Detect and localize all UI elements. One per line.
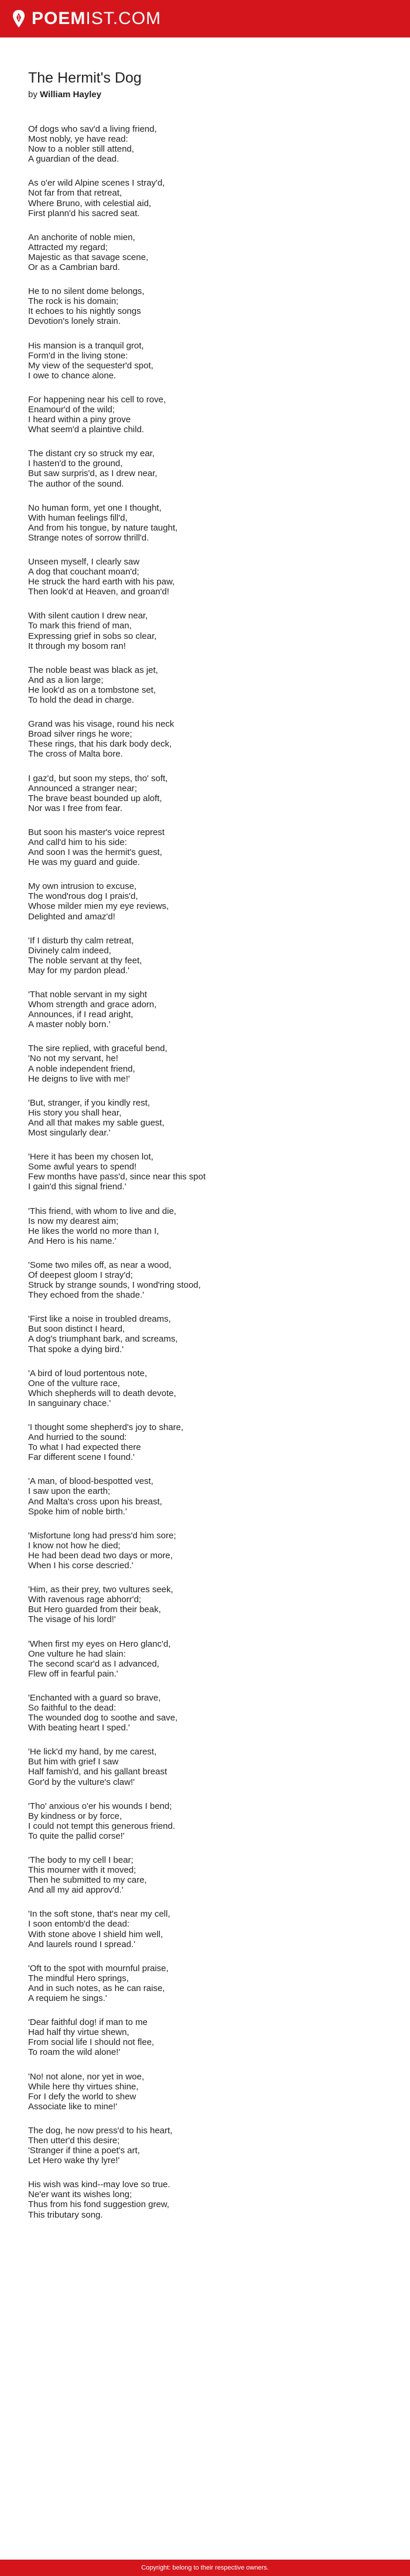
poem-line: In sanguinary chace.' [28, 1398, 111, 1408]
poem-line: Not far from that retreat, [28, 188, 122, 199]
poem-line: He had been dead two days or more, [28, 1550, 173, 1561]
stanza [28, 232, 385, 272]
poem-line: 'Him, as their prey, two vultures seek, [28, 1585, 173, 1595]
poem-line: 'If I disturb thy calm retreat, [28, 935, 134, 946]
poem-line: For I defy the world to shew [28, 2091, 136, 2102]
stanza [28, 1855, 385, 1895]
site-logo[interactable] [12, 9, 161, 29]
poem-line: I could not tempt this generous friend. [28, 1821, 175, 1831]
poem-line: 'Oft to the spot with mournful praise, [28, 1963, 169, 1973]
poem-line: Struck by strange sounds, I wond'ring stood, [28, 1280, 201, 1291]
poem-line: 'Dear faithful dog! if man to me [28, 2017, 148, 2028]
poem-line: Strange notes of sorrow thrill'd. [28, 532, 149, 543]
poem-line: And laurels round I spread.' [28, 1939, 135, 1949]
poem-line: 'No not my servant, he! [28, 1053, 118, 1064]
stanza [28, 665, 385, 705]
poem-author: William Hayley [40, 90, 101, 100]
poem-line: 'No! not alone, nor yet in woe, [28, 2071, 144, 2082]
stanza [28, 1639, 385, 1679]
poem-line: But saw surpris'd, as I drew near, [28, 468, 158, 479]
poem-line: The second scar'd as I advanced, [28, 1658, 159, 1669]
poem-line: Most nobly, ye have read: [28, 134, 128, 145]
poem-line: Of dogs who sav'd a living friend, [28, 124, 157, 134]
stanza [28, 1044, 385, 1083]
poem-line: One of the vulture race, [28, 1378, 120, 1388]
poem-line: I know not how he died; [28, 1540, 121, 1551]
poem-line: Thus from his fond suggestion grew, [28, 2199, 169, 2210]
poem-line: To hold the dead in charge. [28, 695, 134, 706]
poem-line: A dog's triumphant bark, and screams, [28, 1334, 178, 1345]
poem-line: Broad silver rings he wore; [28, 729, 132, 740]
poem-line: The wond'rous dog I prais'd, [28, 891, 138, 902]
poem-line: The visage of his lord!' [28, 1614, 116, 1625]
poem-line: Delighted and amaz'd! [28, 911, 115, 922]
poem-line: To roam the wild alone!' [28, 2047, 121, 2058]
poem-line: An anchorite of noble mien, [28, 232, 135, 242]
stanza [28, 1098, 385, 1138]
stanza [28, 1585, 385, 1624]
poem-line: But him with grief I saw [28, 1757, 119, 1767]
poem-line: His wish was kind--may love so true. [28, 2180, 170, 2190]
poem-line: I saw upon the earth; [28, 1486, 111, 1497]
poem-line: To mark this friend of man, [28, 621, 132, 631]
poem-line: And hurried to the sound: [28, 1432, 127, 1443]
poem-line: Whose milder mien my eye reviews, [28, 901, 169, 912]
poem-line: Or as a Cambrian bard. [28, 262, 120, 273]
poem-line: 'I thought some shepherd's joy to share, [28, 1422, 184, 1432]
poem-line: Gor'd by the vulture's claw!' [28, 1777, 135, 1787]
stanza [28, 2072, 385, 2112]
byline-prefix: by [28, 90, 37, 100]
poem-line: For happening near his cell to rove, [28, 394, 166, 405]
poem-line: 'Tho' anxious o'er his wounds I bend; [28, 1801, 172, 1811]
stanza [28, 557, 385, 597]
poem-line: Spoke him of noble birth.' [28, 1506, 127, 1517]
poem-line: So faithful to the dead: [28, 1702, 117, 1713]
poem-line: With human feelings fill'd, [28, 512, 128, 523]
poem-line: 'The body to my cell I bear; [28, 1855, 134, 1865]
poem-line: And from his tongue, by nature taught, [28, 522, 178, 533]
stanza [28, 1422, 385, 1462]
poem-line: Half famish'd, and his gallant breast [28, 1767, 168, 1777]
poem-line: What seem'd a plaintive child. [28, 425, 144, 435]
poem-line: Grand was his visage, round his neck [28, 719, 175, 730]
poem-line: 'But, stranger, if you kindly rest, [28, 1097, 150, 1108]
poem-line: Unseen myself, I clearly saw [28, 557, 140, 567]
poem-line: He look'd as on a tombstone set, [28, 685, 156, 695]
stanza [28, 1693, 385, 1733]
poem-line: My own intrusion to excuse, [28, 881, 137, 892]
poem-line: 'Stranger if thine a poet's art, [28, 2146, 140, 2156]
poem-line: And all that makes my sable guest, [28, 1117, 165, 1128]
poem-line: The cross of Malta bore. [28, 749, 123, 760]
poem-line: Expressing grief in sobs so clear, [28, 631, 157, 641]
poem-body [28, 124, 385, 2220]
poem-line: The author of the sound. [28, 478, 124, 489]
poem-line: 'Some two miles off, as near a wood, [28, 1260, 172, 1270]
poem-line: The brave beast bounded up aloft, [28, 793, 162, 803]
poem-line: First plann'd his sacred seat. [28, 208, 140, 218]
poem-line: But Hero guarded from their beak, [28, 1605, 161, 1615]
poem-line: 'Misfortune long had press'd him sore; [28, 1530, 176, 1541]
poem-line: I heard within a piny grove [28, 415, 131, 425]
stanza [28, 881, 385, 921]
poem-line: This tributary song. [28, 2209, 103, 2220]
poem-line: He likes the world no more than I, [28, 1226, 159, 1236]
poem-line: The rock is his domain; [28, 296, 119, 307]
poem-line: 'A man, of blood-bespotted vest, [28, 1476, 153, 1487]
poem-line: With beating heart I sped.' [28, 1723, 130, 1733]
poem-line: He was my guard and guide. [28, 857, 140, 868]
poem-line: But soon his master's voice represt [28, 827, 165, 837]
poem-line: Let Hero wake thy lyre!' [28, 2156, 120, 2166]
poem-line: 'When first my eyes on Hero glanc'd, [28, 1638, 171, 1649]
stanza [28, 503, 385, 543]
stanza [28, 1909, 385, 1949]
stanza [28, 1476, 385, 1516]
poem-line: A guardian of the dead. [28, 154, 119, 165]
header-bar [0, 0, 410, 37]
poem-line: Had half thy virtue shewn, [28, 2027, 129, 2038]
poem-line: 'He lick'd my hand, by me carest, [28, 1747, 157, 1757]
stanza [28, 990, 385, 1029]
poem-line: With ravenous rage abhorr'd; [28, 1595, 141, 1605]
poem-line: He to no silent dome belongs, [28, 286, 145, 297]
poem-line: By kindness or by force, [28, 1811, 122, 1821]
poem-line: And all my aid approv'd.' [28, 1885, 124, 1896]
poem-line: Of deepest gloom I stray'd; [28, 1270, 133, 1280]
poem-line: My view of the sequester'd spot, [28, 360, 153, 371]
poem-line: Majestic as that savage scene, [28, 252, 149, 262]
poem-line: Whom strength and grace adorn, [28, 1000, 157, 1010]
stanza [28, 611, 385, 651]
footer-bar [0, 2560, 410, 2576]
poem-line: Nor was I free from fear. [28, 803, 122, 813]
poem-line: The wounded dog to soothe and save, [28, 1713, 178, 1723]
stanza [28, 449, 385, 488]
poem-line: 'Here it has been my chosen lot, [28, 1152, 153, 1162]
poem-line: He struck the hard earth with his paw, [28, 577, 175, 587]
stanza [28, 1206, 385, 1246]
stanza [28, 1369, 385, 1408]
poem-line: His mansion is a tranquil grot, [28, 340, 144, 351]
poem-line: The noble servant at thy feet, [28, 955, 142, 966]
stanza [28, 1963, 385, 2003]
poem-line: Flew off in fearful pain.' [28, 1668, 118, 1679]
poem-line: But soon distinct I heard, [28, 1324, 125, 1335]
pen-nib-icon [12, 9, 26, 28]
poem-line: With stone above I shield him well, [28, 1929, 163, 1939]
poem-line: One vulture he had slain: [28, 1648, 126, 1659]
poem-line: The sire replied, with graceful bend, [28, 1044, 168, 1054]
poem-line: No human form, yet one I thought, [28, 502, 162, 513]
poem-line: His story you shall hear, [28, 1107, 122, 1118]
poem-line: 'In the soft stone, that's near my cell, [28, 1909, 170, 1920]
stanza [28, 286, 385, 326]
stanza [28, 395, 385, 435]
poem-line: May for my pardon plead.' [28, 965, 129, 976]
poem-line: 'First like a noise in troubled dreams, [28, 1314, 171, 1325]
poem-line: I soon entomb'd the dead: [28, 1919, 129, 1930]
poem-line: Announced a stranger near; [28, 783, 137, 793]
poem-line: Which shepherds will to death devote, [28, 1388, 176, 1398]
stanza [28, 1531, 385, 1571]
poem-line: A master nobly born.' [28, 1020, 111, 1030]
poem-line: Enamour'd of the wild; [28, 404, 115, 415]
poem-line: The noble beast was black as jet, [28, 665, 158, 675]
poem-line: I owe to chance alone. [28, 370, 117, 381]
poem-line: Divinely calm indeed, [28, 945, 111, 956]
poem-line: 'This friend, with whom to live and die, [28, 1206, 176, 1216]
poem-line: Ne'er want its wishes long; [28, 2190, 132, 2200]
poem-line: Far different scene I found.' [28, 1452, 135, 1463]
poem-line: These rings, that his dark body deck, [28, 739, 172, 750]
poem-line: While here thy virtues shine, [28, 2081, 139, 2092]
stanza [28, 2126, 385, 2166]
poem-line: And call'd him to his side: [28, 837, 127, 847]
stanza [28, 774, 385, 813]
poem-line: The dog, he now press'd to his heart, [28, 2125, 173, 2136]
logo-text: POEMIST.COM [32, 9, 162, 28]
poem-line: I gain'd this signal friend.' [28, 1182, 127, 1192]
poem-line: 'Enchanted with a guard so brave, [28, 1692, 161, 1703]
poem-content [28, 69, 385, 2234]
stanza [28, 178, 385, 218]
poem-line: To quite the pallid corse!' [28, 1831, 125, 1841]
poem-line: And soon I was the hermit's guest, [28, 847, 162, 858]
stanza [28, 1747, 385, 1787]
poem-line: The mindful Hero springs, [28, 1973, 129, 1983]
stanza [28, 1260, 385, 1300]
stanza [28, 1314, 385, 1354]
poem-line: It through my bosom ran! [28, 641, 126, 651]
poem-line: A noble independent friend, [28, 1063, 135, 1074]
stanza [28, 719, 385, 759]
poem-line: It echoes to his nightly songs [28, 306, 141, 317]
poem-byline [28, 89, 385, 101]
poem-line: He deigns to live with me!' [28, 1073, 130, 1084]
poem-line: I hasten'd to the ground, [28, 459, 123, 469]
poem-line: Where Bruno, with celestial aid, [28, 198, 152, 208]
poem-line: 'A bird of loud portentous note, [28, 1368, 148, 1378]
poem-line: Associate like to mine!' [28, 2101, 118, 2112]
poem-line: Some awful years to spend! [28, 1162, 137, 1172]
poem-line: Attracted my regard; [28, 242, 108, 252]
poem-line: Devotion's lonely strain. [28, 316, 121, 327]
stanza [28, 1152, 385, 1192]
poem-line: And Hero is his name.' [28, 1236, 117, 1246]
poem-line: Announces, if I read aright, [28, 1010, 134, 1020]
stanza [28, 2017, 385, 2057]
poem-line: I gaz'd, but soon my steps, tho' soft, [28, 773, 168, 784]
poem-line: And as a lion large; [28, 675, 104, 685]
poem-line: When I his corse descried.' [28, 1561, 134, 1571]
poem-line: They echoed from the shade.' [28, 1290, 144, 1301]
poem-title: The Hermit's Dog [28, 70, 142, 86]
poem-line: Then he submitted to my care, [28, 1875, 147, 1886]
poem-line: With silent caution I drew near, [28, 611, 148, 621]
poem-line: Now to a nobler still attend, [28, 144, 134, 155]
poem-line: The distant cry so struck my ear, [28, 449, 155, 459]
poem-line: A dog that couchant moan'd; [28, 567, 139, 577]
poem-line: From social life I should not flee, [28, 2037, 155, 2048]
poem-line: 'That noble servant in my sight [28, 990, 147, 1000]
poem-line: A requiem he sings.' [28, 1993, 107, 2004]
stanza [28, 341, 385, 381]
poem-line: And in such notes, as he can raise, [28, 1983, 165, 1993]
poem-line: To what I had expected there [28, 1442, 141, 1453]
poem-line: This mourner with it moved; [28, 1865, 136, 1876]
stanza [28, 2180, 385, 2219]
footer-copyright: Copyright: belong to their respective owners. [141, 2564, 269, 2571]
stanza [28, 827, 385, 867]
poem-line: Then look'd at Heaven, and groan'd! [28, 587, 169, 597]
poem-line: That spoke a dying bird.' [28, 1344, 124, 1354]
poem-line: As o'er wild Alpine scenes I stray'd, [28, 178, 165, 189]
stanza [28, 936, 385, 976]
poem-line: Form'd in the living stone: [28, 350, 128, 361]
stanza [28, 1801, 385, 1841]
poem-line: Few months have pass'd, since near this spot [28, 1172, 206, 1182]
poem-line: Then utter'd this desire; [28, 2135, 120, 2146]
poem-line: Most singularly dear.' [28, 1128, 111, 1138]
poem-line: And Malta's cross upon his breast, [28, 1496, 162, 1507]
stanza [28, 124, 385, 164]
poem-line: Is now my dearest aim; [28, 1216, 119, 1226]
